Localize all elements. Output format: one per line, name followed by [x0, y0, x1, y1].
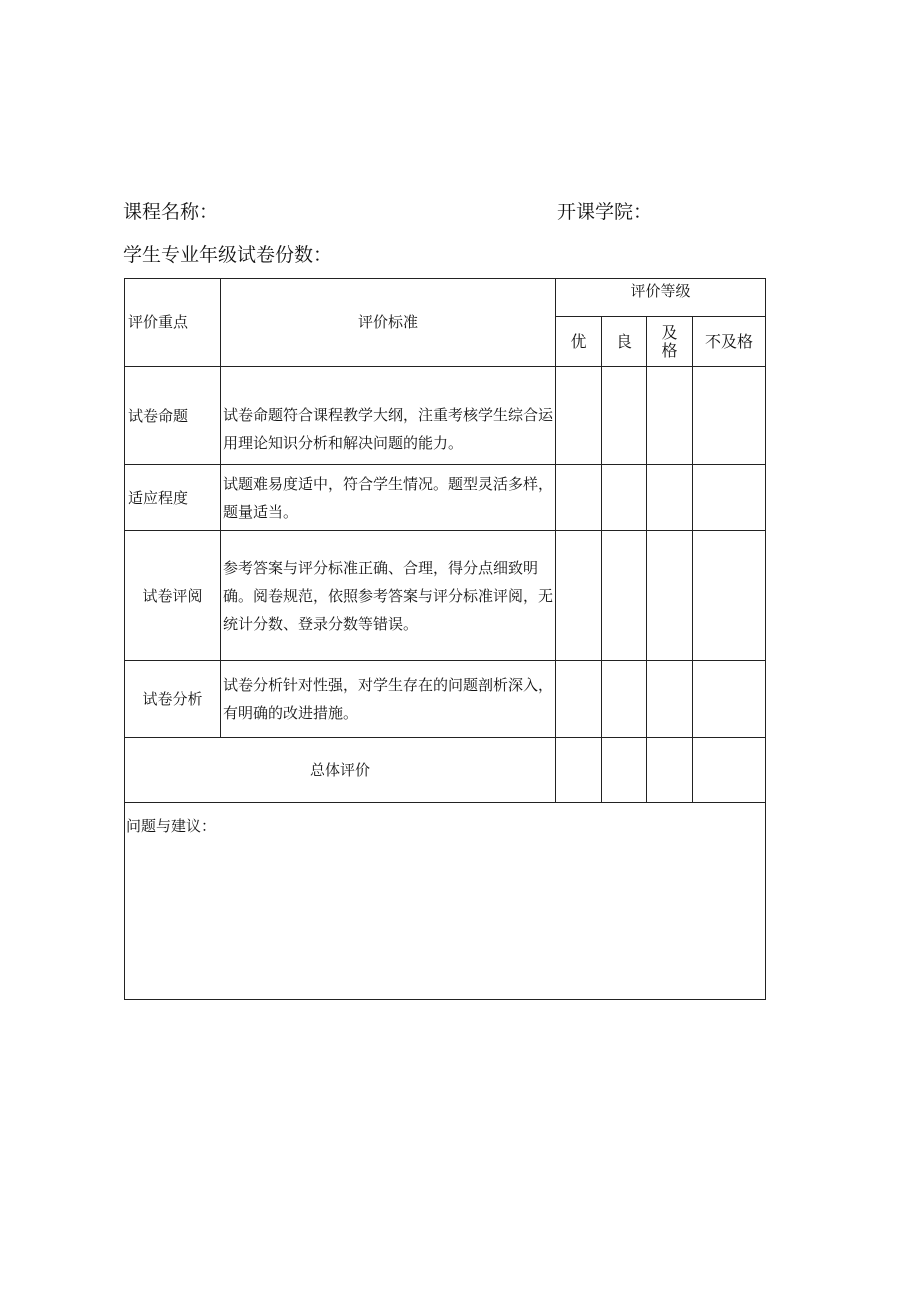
row-criteria: 参考答案与评分标准正确、合理，得分点细致明确。阅卷规范，依照参考答案与评分标准评阅，无统计分数、登录分数等错误。	[223, 558, 554, 633]
row-criteria: 试卷命题符合课程教学大纲，注重考核学生综合运用理论知识分析和解决问题的能力。	[223, 406, 554, 452]
header-focus: 评价重点	[128, 313, 189, 331]
overall-label: 总体评价	[309, 761, 370, 779]
grade-fail: 不及格	[704, 331, 753, 351]
suggestions-label: 问题与建议：	[126, 817, 217, 835]
row-criteria: 试卷分析针对性强，对学生存在的问题剖析深入，有明确的改进措施。	[223, 676, 554, 722]
grade-excellent: 优	[570, 331, 587, 351]
row-focus: 试卷分析	[142, 690, 203, 708]
college-label: 开课学院：	[557, 201, 653, 223]
row-focus: 适应程度	[128, 488, 189, 507]
course-name-label: 课程名称：	[123, 201, 219, 223]
row-criteria: 试题难易度适中，符合学生情况。题型灵活多样，题量适当。	[223, 474, 554, 521]
row-focus: 试卷评阅	[142, 586, 203, 605]
grid-line	[692, 316, 693, 802]
row-focus: 试卷命题	[128, 406, 189, 425]
table-border	[765, 278, 766, 1000]
grade-good: 良	[615, 331, 632, 351]
header-criteria: 评价标准	[357, 313, 418, 331]
table-border	[124, 999, 766, 1000]
grade-pass: 及格	[661, 322, 678, 360]
evaluation-table	[124, 278, 766, 1000]
header-grade: 评价等级	[630, 282, 691, 300]
grid-line	[646, 316, 647, 802]
grid-line	[601, 316, 602, 802]
student-info-label: 学生专业年级试卷份数：	[123, 244, 333, 266]
grid-line	[124, 802, 766, 803]
